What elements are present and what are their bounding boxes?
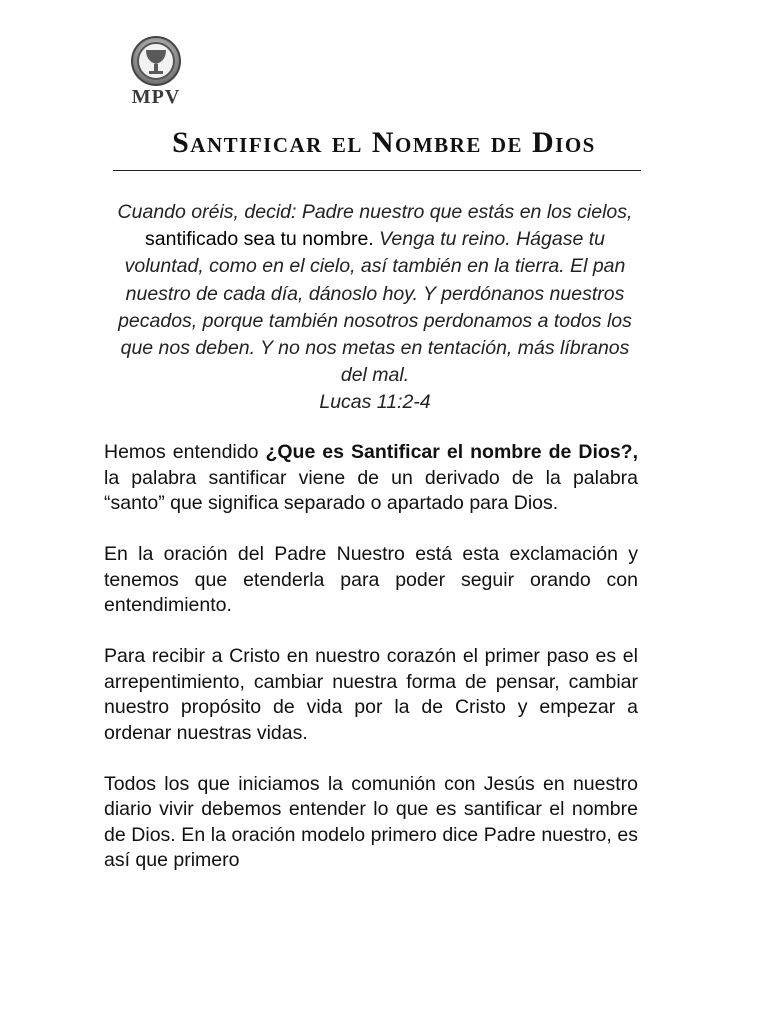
title-divider xyxy=(113,170,641,171)
paragraph-1 xyxy=(104,440,638,517)
scripture-quote xyxy=(108,199,642,417)
paragraph-2: En la oración del Padre Nuestro está esta exclamación y tenemos que etenderla para poder seguir orando con entendimiento. xyxy=(104,543,638,616)
logo-text: MPV xyxy=(131,86,181,108)
paragraph-1-bold: ¿Que es Santificar el nombre de Dios?, xyxy=(265,441,638,463)
article-body xyxy=(104,440,638,899)
quote-text-end: Venga tu reino. Hágase tu voluntad, como en el cielo, así también en la tierra. El pan nuestro de cada día, dánoslo hoy. Y perdónanos nuestros pecados, porque también nosotros perdonamos a todos los que nos deben. Y no nos metas en tentación, más líbranos del mal. xyxy=(118,228,632,387)
quote-highlight: santificado sea tu nombre. xyxy=(145,228,374,251)
quote-text-start: Cuando oréis, decid: Padre nuestro que estás en los cielos, xyxy=(117,201,633,223)
paragraph-3: Para recibir a Cristo en nuestro corazón el primer paso es el arrepentimiento, cambiar nuestra forma de pensar, cambiar nuestro propósito de vida por la de Cristo y empezar a ordenar nuestras vidas. xyxy=(104,645,638,744)
paragraph-1-start: Hemos entendido xyxy=(104,441,266,463)
page-title: Santificar el Nombre de Dios xyxy=(172,126,596,159)
paragraph-4: Todos los que iniciamos la comunión con Jesús en nuestro diario vivir debemos entender lo que es santificar el nombre de Dios. En la oración modelo primero dice Padre nuestro, es así que primero xyxy=(104,772,638,871)
mpv-logo xyxy=(124,36,188,110)
paragraph-1-end: la palabra santificar viene de un derivado de la palabra “santo” que significa separado o apartado para Dios. xyxy=(104,466,638,514)
quote-reference: Lucas 11:2-4 xyxy=(319,391,431,414)
chalice-emblem-icon xyxy=(124,36,188,88)
